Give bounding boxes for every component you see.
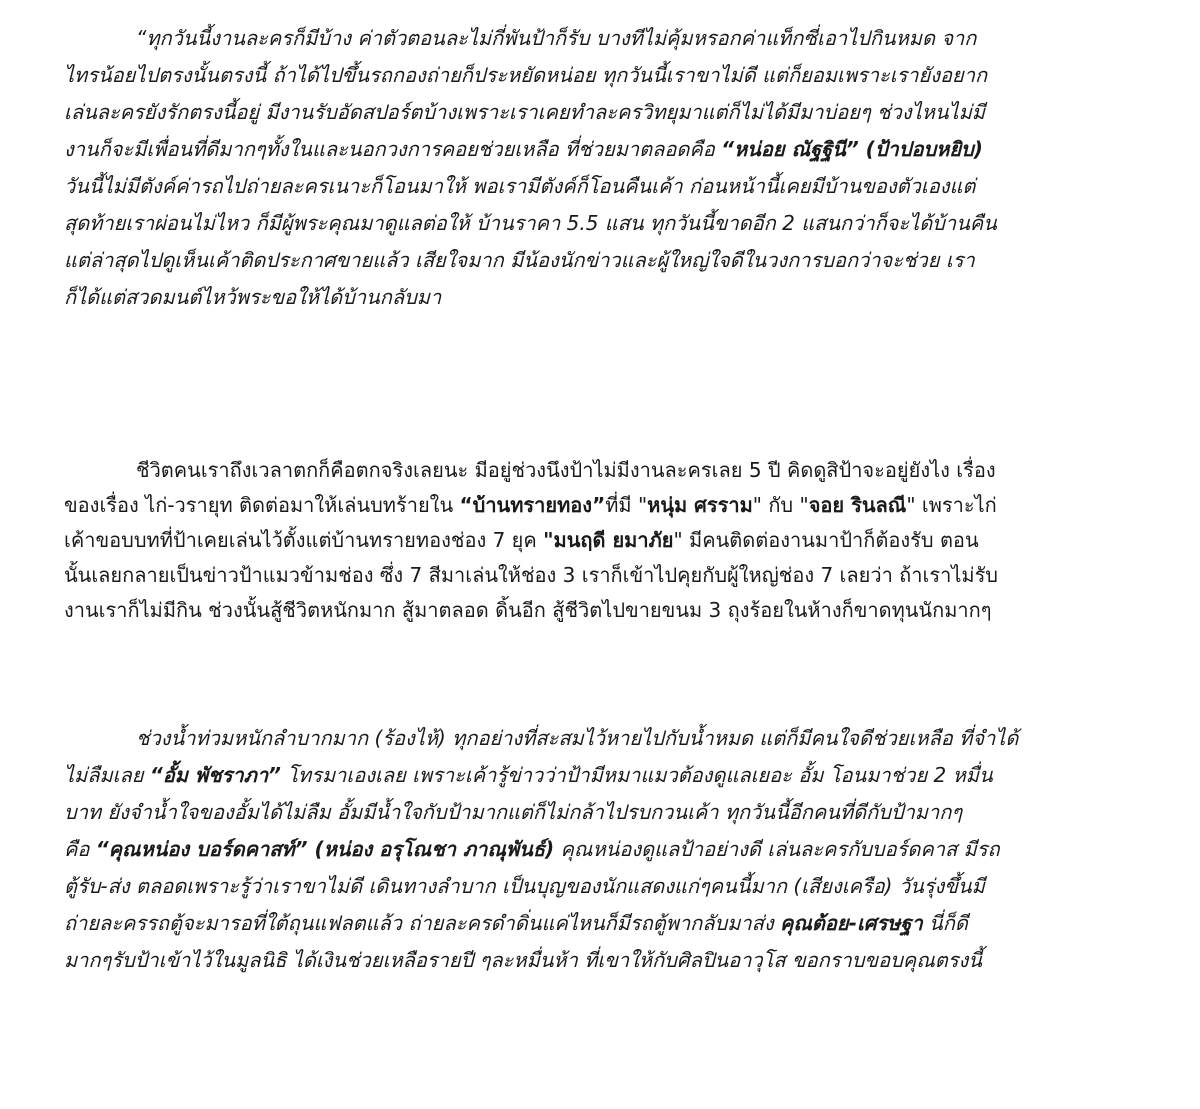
text-line: งานเราก็ไม่มีกิน ช่วงนั้นสู้ชีวิตหนักมาก สู้มาตลอด ดิ้นอีก สู้ชีวิตไปขายขนม 3 ถุงร้อยในห้างก็ขาดทุนนักมากๆ xyxy=(64,598,992,622)
emphasis-title: “บ้านทรายทอง” xyxy=(459,493,606,517)
text-line: ชีวิตคนเราถึงเวลาตกก็คือตกจริงเลยนะ มีอยู่ช่วงนึงป้าไม่มีงานละครเลย 5 ปี คิดดูสิป้าจะอยู่ยังไง เรื่อง xyxy=(136,458,996,482)
emphasis-name: “คุณหน่อง บอร์ดคาสท์” (หน่อง อรุโณชา ภาณุพันธ์) xyxy=(95,837,555,861)
text-line: ก็ได้แต่สวดมนต์ไหว้พระขอให้ได้บ้านกลับมา xyxy=(64,285,442,309)
text-line: ไทรน้อยไปตรงนั้นตรงนี้ ถ้าได้ไปขึ้นรถกองถ่ายก็ประหยัดหน่อย ทุกวันนี้เราขาไม่ดี แต่ก็ยอมเพราะเรายังอยาก xyxy=(64,63,988,87)
text-line: ของเรื่อง ไก่-วรายุท ติดต่อมาให้เล่นบทร้ายใน “บ้านทรายทอง”ที่มี "หนุ่ม ศรราม" กับ "จอย รินลณี" เพราะไก่ xyxy=(64,493,997,517)
text-line: สุดท้ายเราผ่อนไม่ไหว ก็มีผู้พระคุณมาดูแลต่อให้ บ้านราคา 5.5 แสน ทุกวันนี้ขาดอีก 2 แสนกว่าก็จะได้บ้านคืน xyxy=(64,211,997,235)
text-line: วันนี้ไม่มีตังค์ค่ารถไปถ่ายละครเนาะก็โอนมาให้ พอเรามีตังค์ก็โอนคืนเค้า ก่อนหน้านี้เคยมีบ้านของตัวเองแต่ xyxy=(64,174,976,198)
emphasis-name: “อั้ม พัชราภา” xyxy=(149,763,281,787)
paragraph-2 xyxy=(64,453,1164,628)
text-line: คือ “คุณหน่อง บอร์ดคาสท์” (หน่อง อรุโณชา ภาณุพันธ์) คุณหน่องดูแลป้าอย่างดี เล่นละครกับบอร์ดคาส มีรถ xyxy=(64,837,1000,861)
paragraph-3 xyxy=(64,720,1164,979)
emphasis-name: จอย รินลณี xyxy=(808,493,907,517)
text-line: งานก็จะมีเพื่อนที่ดีมากๆทั้งในและนอกวงการคอยช่วยเหลือ ที่ช่วยมาตลอดคือ “หน่อย ณัฐฐินี” (ป้าปอบหยิบ) xyxy=(64,137,983,161)
emphasis-name: หนุ่ม ศรราม xyxy=(647,493,753,517)
text-line: เล่นละครยังรักตรงนี้อยู่ มีงานรับอัดสปอร์ตบ้างเพราะเราเคยทำละครวิทยุมาแต่ก็ไม่ได้มีมาบ่อยๆ ช่วงไหนไม่มี xyxy=(64,100,985,124)
text-line: บาท ยังจำน้ำใจของอั้มได้ไม่ลืม อั้มมีน้ำใจกับป้ามากแต่ก็ไม่กล้าไปรบกวนเค้า ทุกวันนี้อีกคนที่ดีกับป้ามากๆ xyxy=(64,800,963,824)
text-line: นั้นเลยกลายเป็นข่าวป้าแมวข้ามช่อง ซึ่ง 7 สีมาเล่นให้ช่อง 3 เราก็เข้าไปคุยกับผู้ใหญ่ช่อง 7 เลยว่า ถ้าเราไม่รับ xyxy=(64,563,999,587)
text-line: แต่ล่าสุดไปดูเห็นเค้าติดประกาศขายแล้ว เสียใจมาก มีน้องนักข่าวและผู้ใหญ่ใจดีในวงการบอกว่าจะช่วย เรา xyxy=(64,248,975,272)
emphasis-name: “หน่อย ณัฐฐินี” (ป้าปอบหยิบ) xyxy=(721,137,983,161)
text-line: มากๆรับป้าเข้าไว้ในมูลนิธิ ได้เงินช่วยเหลือรายปี ๆละหมื่นห้า ที่เขาให้กับศิลปินอาวุโส ขอกราบขอบคุณตรงนี้ xyxy=(64,948,982,972)
text-line: เค้าขอบบทที่ป้าเคยเล่นไว้ตั้งแต่บ้านทรายทองช่อง 7 ยุค "มนฤดี ยมาภัย" มีคนติดต่องานมาป้าก็ต้องรับ ตอน xyxy=(64,528,979,552)
paragraph-1 xyxy=(64,20,1164,316)
text-line: ไม่ลืมเลย “อั้ม พัชราภา” โทรมาเองเลย เพราะเค้ารู้ข่าวว่าป้ามีหมาแมวต้องดูแลเยอะ อั้ม โอนมาช่วย 2 หมื่น xyxy=(64,763,993,787)
text-line: ถ่ายละครรถตู้จะมารอที่ใต้ถุนแฟลตแล้ว ถ่ายละครดำดิ่นแค่ไหนก็มีรถตู้พากลับมาส่ง คุณต้อย-เศรษฐา นี่ก็ดี xyxy=(64,911,968,935)
emphasis-name: คุณต้อย-เศรษฐา xyxy=(780,911,923,935)
emphasis-name: "มนฤดี ยมาภัย xyxy=(543,528,674,552)
text-line: “ทุกวันนี้งานละครก็มีบ้าง ค่าตัวตอนละไม่กี่พันป้าก็รับ บางทีไม่คุ้มหรอกค่าแท็กซี่เอาไปกินหมด จาก xyxy=(136,26,977,50)
text-line: ช่วงน้ำท่วมหนักลำบากมาก (ร้องไห้) ทุกอย่างที่สะสมไว้หายไปกับน้ำหมด แต่ก็มีคนใจดีช่วยเหลือ ที่จำได้ xyxy=(136,726,1019,750)
text-line: ตู้รับ-ส่ง ตลอดเพราะรู้ว่าเราขาไม่ดี เดินทางลำบาก เป็นบุญของนักแสดงแก่ๆคนนี้มาก (เสียงเครือ) วันรุ่งขึ้นมี xyxy=(64,874,985,898)
